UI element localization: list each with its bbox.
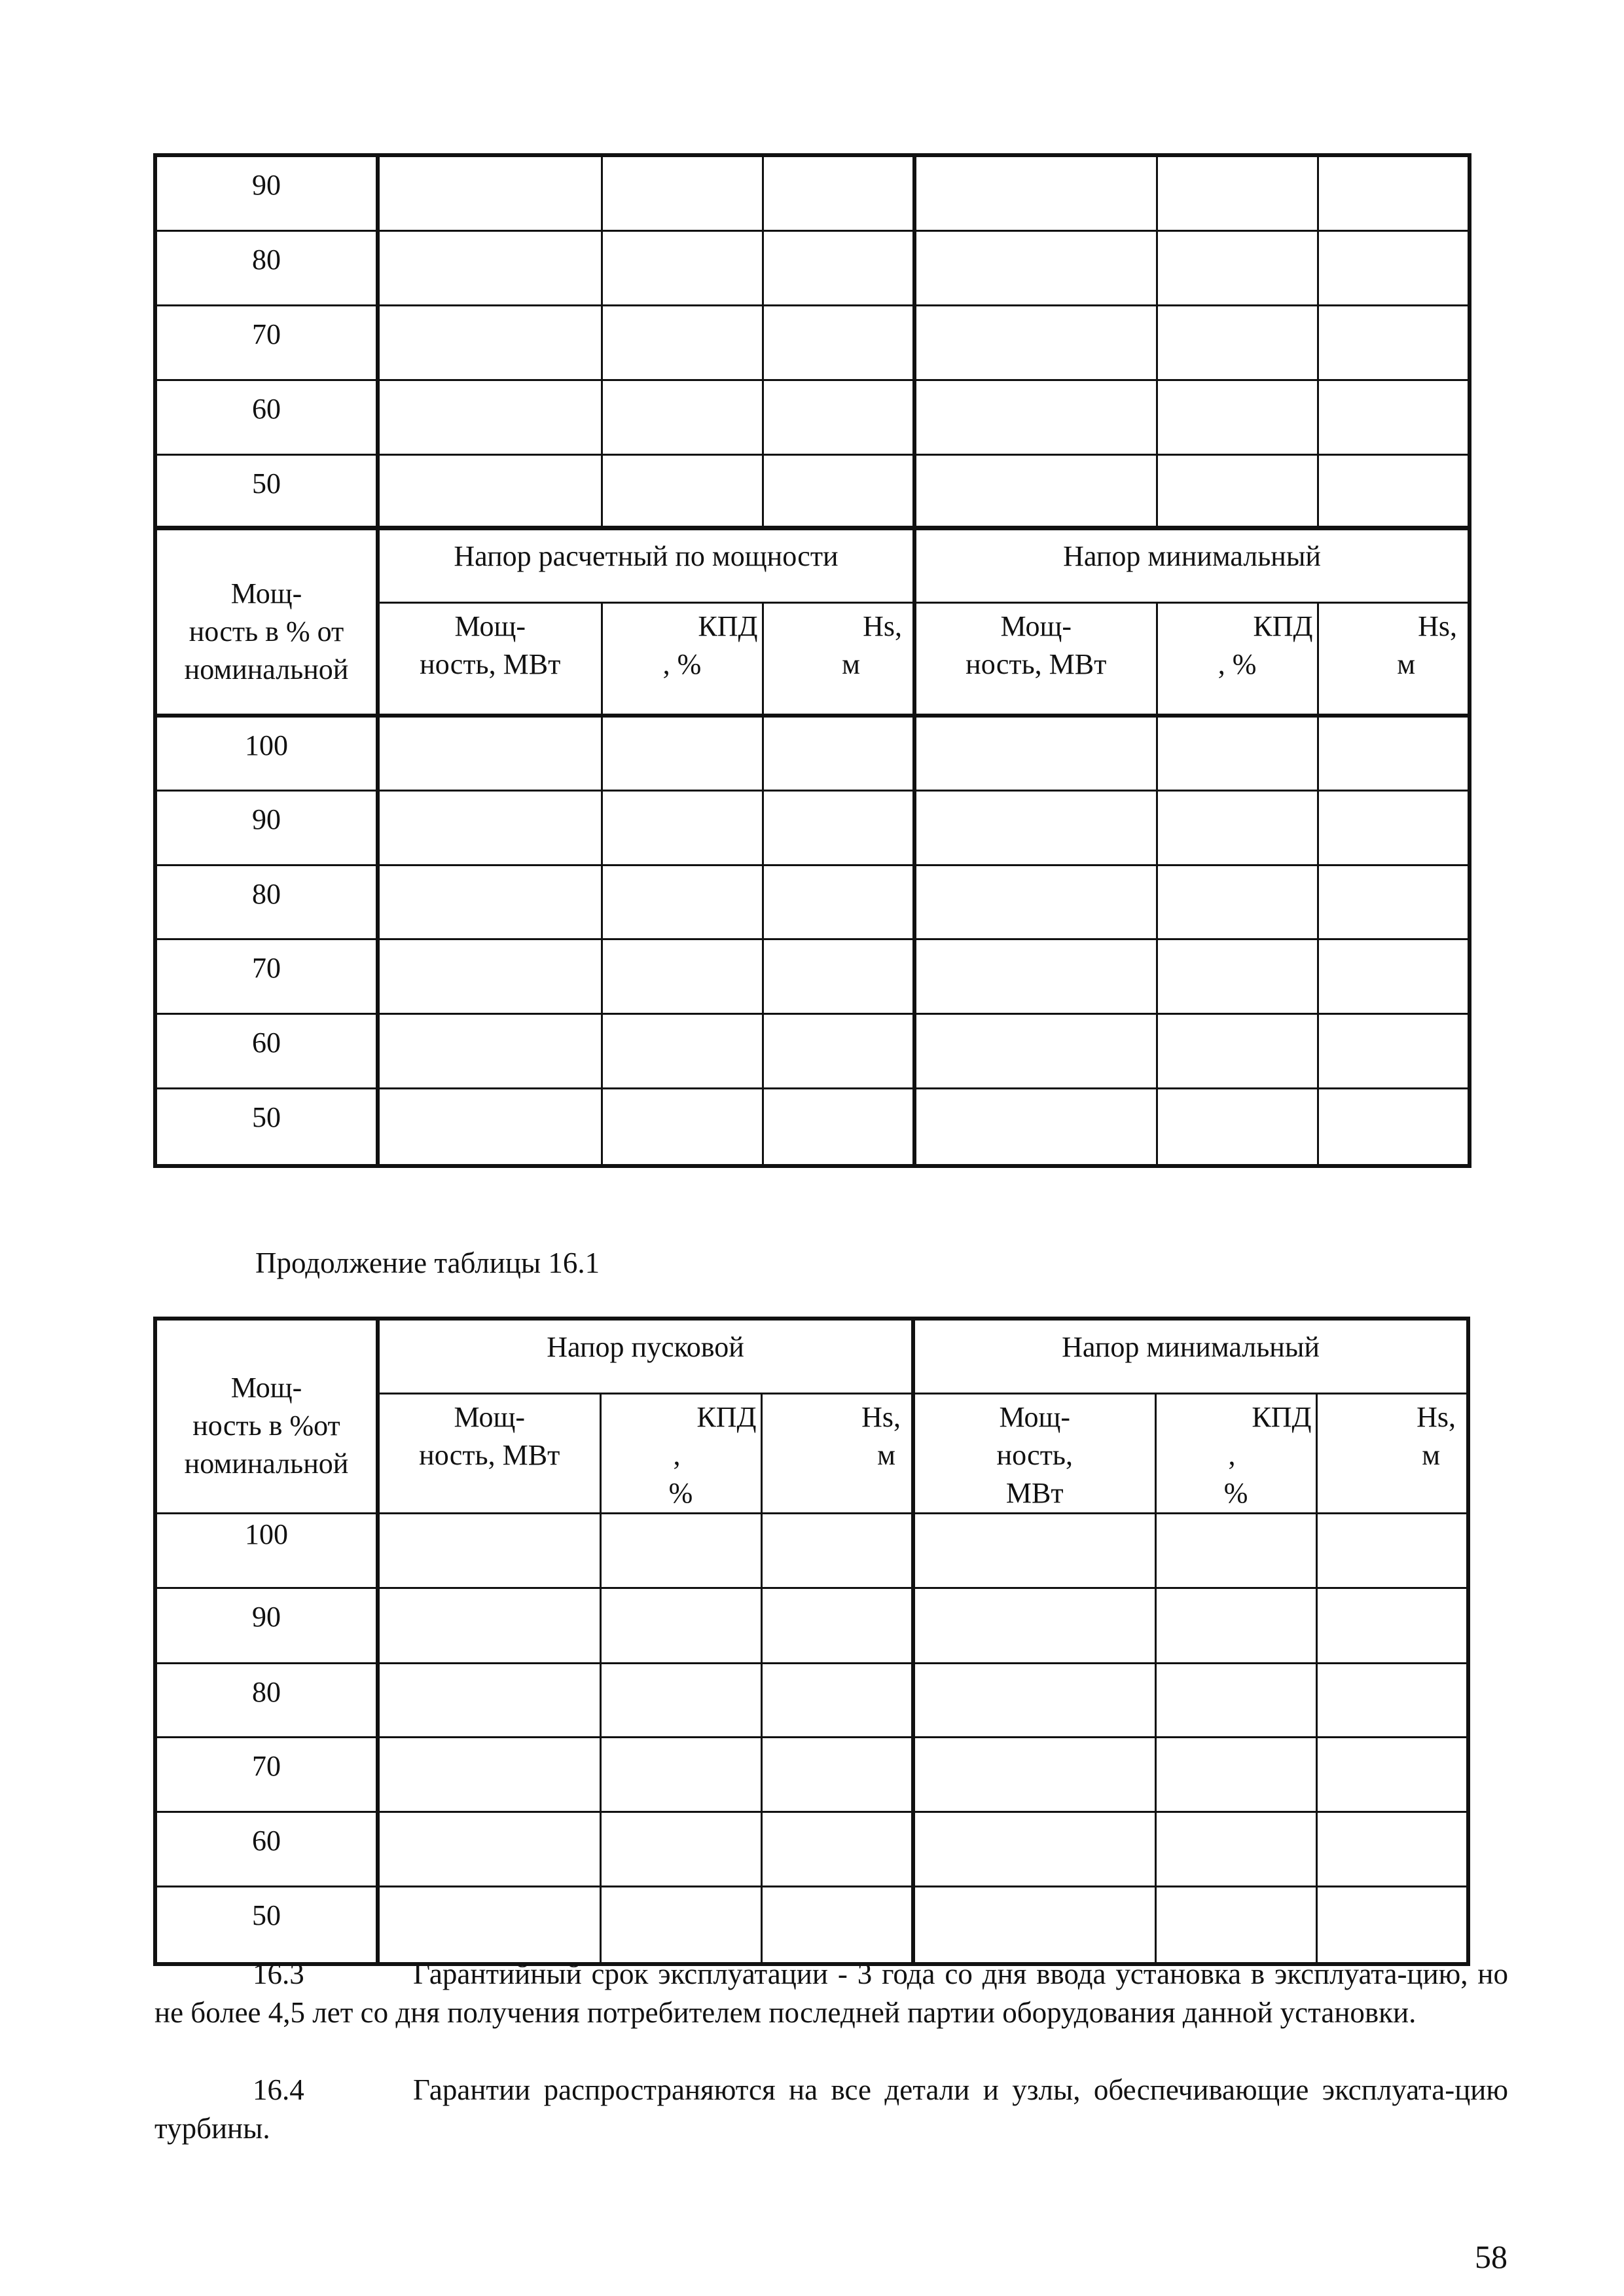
table-row (155, 380, 1470, 454)
row-label: 60 (155, 380, 378, 454)
table-caption: Продолжение таблицы 16.1 (255, 1247, 600, 1279)
table-row (155, 1088, 1470, 1166)
table-row (155, 454, 1470, 528)
row-label: 70 (155, 1737, 378, 1812)
col-suction-height: Hs, м (763, 602, 914, 716)
paragraph-16-4 (154, 2071, 1508, 2148)
group-minimum-head: Напор минимальный (913, 1319, 1468, 1393)
row-label: 70 (155, 305, 378, 380)
table-top (153, 153, 1471, 530)
row-label: 80 (155, 1663, 378, 1737)
col-suction-height: Hs, м (761, 1393, 913, 1513)
table-mid (153, 526, 1471, 1168)
col-suction-height: Hs, м (1316, 1393, 1468, 1513)
row-label: 90 (155, 155, 378, 230)
table-row (155, 939, 1470, 1013)
col-power: Мощ- ность, МВт (913, 1393, 1155, 1513)
col-power: Мощ- ность, МВт (378, 1393, 600, 1513)
row-label: 100 (155, 1513, 378, 1588)
col-efficiency: КПД , % (1155, 1393, 1316, 1513)
row-label: 60 (155, 1812, 378, 1886)
table-row (155, 305, 1470, 380)
table-row (155, 230, 1470, 305)
table-row (155, 790, 1470, 865)
clause-number: 16.4 (253, 2073, 304, 2106)
row-label: 100 (155, 716, 378, 790)
table-row (155, 1513, 1468, 1588)
table-row (155, 1812, 1468, 1886)
table-bottom (153, 1317, 1470, 1966)
row-label: 90 (155, 790, 378, 865)
row-label: 50 (155, 1886, 378, 1964)
row-label: 70 (155, 939, 378, 1013)
group-minimum-head: Напор минимальный (914, 528, 1470, 602)
row-label: 60 (155, 1013, 378, 1088)
table-row (155, 1886, 1468, 1964)
col-efficiency: КПД , % (600, 1393, 761, 1513)
row-label: 80 (155, 230, 378, 305)
page-number: 58 (1475, 2238, 1507, 2275)
row-label: 50 (155, 1088, 378, 1166)
paragraph-16-3 (154, 1955, 1508, 2032)
clause-text: Гарантийный срок эксплуатации - 3 года со дня ввода установка в эксплуата-цию, но не более 4,5 лет со дня получения потребителем последней партии оборудования данной установки. (154, 1958, 1508, 2029)
table-row (155, 155, 1470, 230)
table-row (155, 1013, 1470, 1088)
col-power: Мощ- ность, МВт (914, 602, 1157, 716)
col-efficiency: КПД , % (1157, 602, 1318, 716)
header-row-groups (155, 1319, 1468, 1393)
row-label: 80 (155, 865, 378, 939)
table-row (155, 1663, 1468, 1737)
table-row (155, 865, 1470, 939)
group-starting-head: Напор пусковой (378, 1319, 913, 1393)
col-efficiency: КПД , % (602, 602, 763, 716)
table-row (155, 1588, 1468, 1663)
col-power: Мощ- ность, МВт (378, 602, 602, 716)
table-row (155, 1737, 1468, 1812)
row-label: 50 (155, 454, 378, 528)
clause-number: 16.3 (253, 1958, 304, 1990)
clause-text: Гарантии распространяются на все детали и узлы, обеспечивающие эксплуата-цию турбины. (154, 2073, 1508, 2145)
row-label: 90 (155, 1588, 378, 1663)
power-percent-header: Мощ- ность в %от номинальной (155, 1319, 378, 1513)
power-percent-header: Мощ- ность в % от номинальной (155, 528, 378, 716)
table-row (155, 716, 1470, 790)
group-design-head: Напор расчетный по мощности (378, 528, 914, 602)
header-row-groups (155, 528, 1470, 602)
col-suction-height: Hs, м (1318, 602, 1470, 716)
